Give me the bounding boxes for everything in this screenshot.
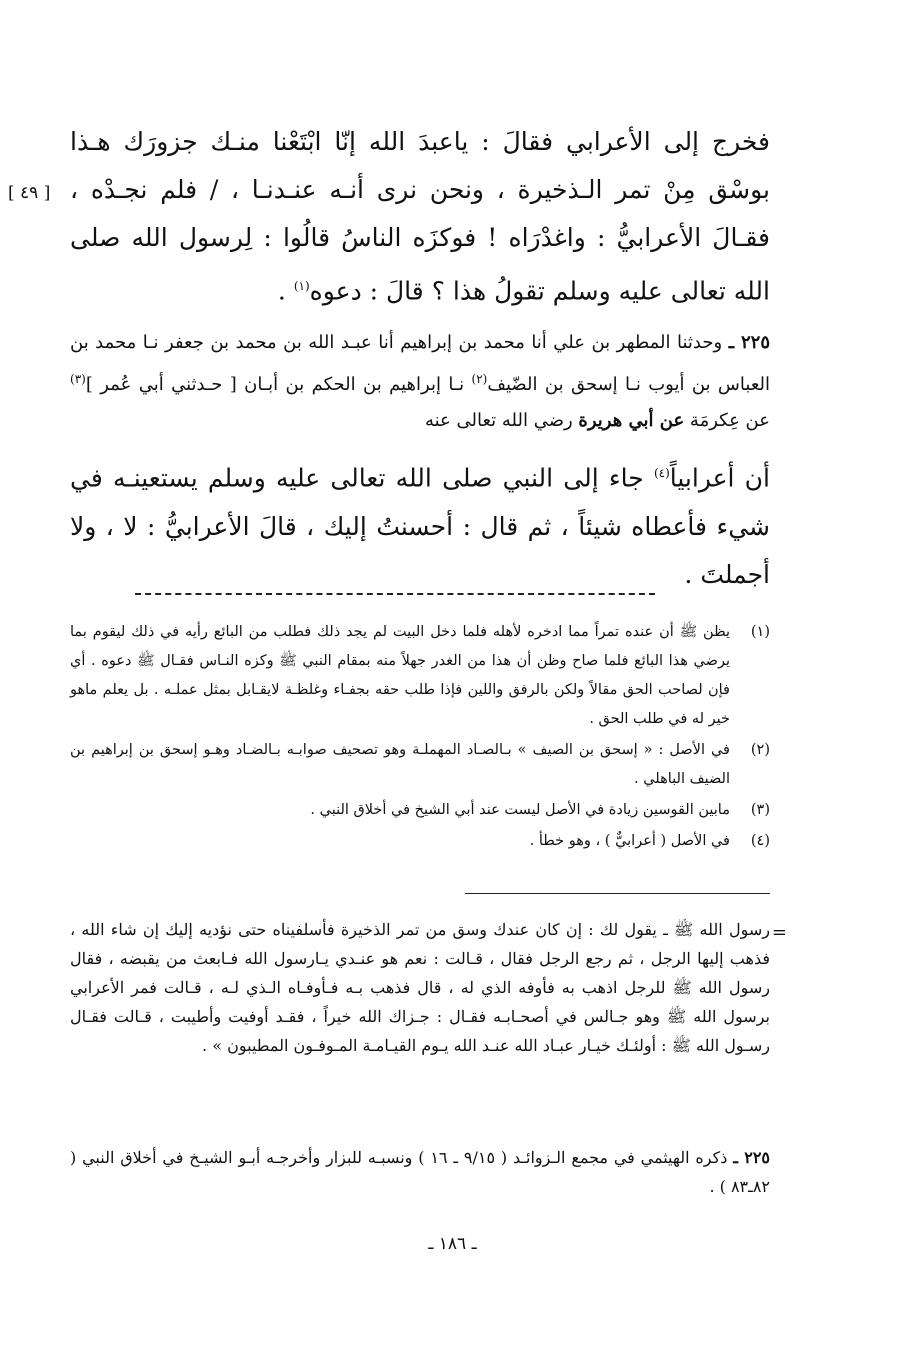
footnotes — [70, 618, 770, 858]
chain-part-3: عن عِكرمَة — [684, 410, 770, 432]
footnote-text: في الأصل ( أعرابيٌّ ) ، وهو خطأ . — [529, 833, 730, 849]
commentary-text: ذكره الهيثمي في مجمع الـزوائـد ( ٩/١٥ ـ ١٦ ) ونسبـه للبزار وأخرجـه أبـو الشيـخ في أخلاق النبي ( ٨٢ـ٨٣ ) . — [70, 1148, 770, 1196]
footnote-ref-4: (٤) — [653, 466, 670, 481]
footnote — [70, 796, 770, 825]
hadith-commentary — [70, 1143, 770, 1201]
footnote-ref-3: (٣) — [70, 372, 86, 387]
chain-part-4: رضي الله تعالى عنه — [424, 410, 579, 432]
hadith-chain — [70, 325, 770, 439]
main-paragraph-text: فخرج إلى الأعرابي فقالَ : ياعبدَ الله إنّا ابْتَعْنا منـك جزورَك هـذا بوسْق مِنْ تمر الـذخيرة ، ونحن نرى أنـه عنـدنـا ، / فلم نجـدْه ، فقـالَ الأعرابيُّ : واغدْرَاه ! فوكزَه الناسُ قالُوا : لِرسول الله صلى الله تعالى عليه وسلم تقولُ هذا ؟ قالَ : دعوه — [70, 127, 770, 306]
footnote-number: (٢) — [750, 742, 770, 758]
footnote — [70, 618, 770, 734]
hadith-text — [70, 449, 770, 598]
dashed-divider — [135, 593, 655, 595]
hadith-text-part-2: جاء إلى النبي صلى الله تعالى عليه وسلم يستعينـه في شيء فأعطاه شيئاً ، ثم قال : أحسنتُ إليك ، قالَ الأعرابيُّ : لا ، ولا أجملتَ . — [70, 463, 770, 589]
continuation-mark: = — [771, 922, 787, 943]
footnote — [70, 736, 770, 794]
footnote-ref-2: (٢) — [471, 372, 488, 387]
chain-part-2: نـا إبراهيم بن الحكم بن أبـان [ حـدثني أبي عُمر ] — [85, 374, 472, 396]
hadith-number: ٢٢٥ ـ — [728, 332, 770, 354]
margin-page-reference: [ ٤٩ ] — [8, 183, 51, 203]
narrator-name: عن أبي هريرة — [578, 410, 685, 432]
footnote-text: مابين القوسين زيادة في الأصل ليست عند أبي الشيخ في أخلاق النبي . — [310, 802, 730, 818]
commentary-number: ٢٢٥ ـ — [733, 1148, 770, 1167]
footnote — [70, 827, 770, 856]
main-paragraph-end: . — [277, 276, 294, 306]
page-number: ـ ١٨٦ ـ — [428, 1234, 477, 1254]
continued-footnote: رسول الله ﷺ ـ يقول لك : إن كان عندك وسق من تمر الذخيرة فأسلفيناه حتى نؤديه إليك إن شاء الله ، فذهب إليها الرجل ، ثم رجع الرجل فقال ، قـالت : نعم هو عنـدي يـارسول الله فـابعث من يقبضه ، فقال رسول الله ﷺ للرجل اذهب به فأوفه الذي له ، قال فذهب بـه فـأوفـاه الـذي لـه ، قـالت فمر الأعرابي برسول الله ﷺ وهو جـالس في أصحـابـه فقـال : جـزاك الله خيراً ، فقـد أوفيت وأطيبت ، قـالت فقـال رسـول الله ﷺ : أولئـك خيـار عبـاد الله عنـد الله يـوم القيـامـة المـوفـون المطيبون » . — [70, 920, 770, 1055]
footnote-number: (٣) — [750, 802, 770, 818]
solid-divider — [465, 893, 770, 894]
main-paragraph — [70, 118, 770, 315]
footnote-number: (١) — [750, 624, 770, 640]
footnote-ref-1: (١) — [293, 279, 310, 293]
footnote-text: يظن ﷺ أن عنده تمراً مما ادخره لأهله فلما دخل البيت لم يجد ذلك فطلب من البائع رأيه في ذلك ليقوم بما يرضي هذا البائع فلما صاح وظن أن هذا من الغدر جهلاً منه بمقام النبي ﷺ وكزه النـاس فقـال ﷺ دعوه . أي فإن لصاحب الحق مقالاً ولكن بالرفق واللين فإذا طلب حقه بجفـاء وغلظـة لايقـابل بمثل عملـه . بل يعلم ماهو خير له في طلب الحق . — [70, 624, 730, 727]
footnote-text: في الأصل : « إسحق بن الصيف » بـالصـاد المهملـة وهو تصحيف صوابـه بـالضـاد وهـو إسحق بن إبراهيم بن الضيف الباهلي . — [70, 742, 730, 787]
chain-part-1: وحدثنا المطهر بن علي أنا محمد بن إبراهيم أنا عبـد الله بن محمد بن جعفر نـا محمد بن العباس بن أيوب نـا إسحق بن الضّيف — [70, 332, 770, 396]
footnote-number: (٤) — [750, 833, 770, 849]
main-content — [70, 118, 770, 599]
hadith-text-part-1: أن أعرابياً — [669, 463, 770, 493]
